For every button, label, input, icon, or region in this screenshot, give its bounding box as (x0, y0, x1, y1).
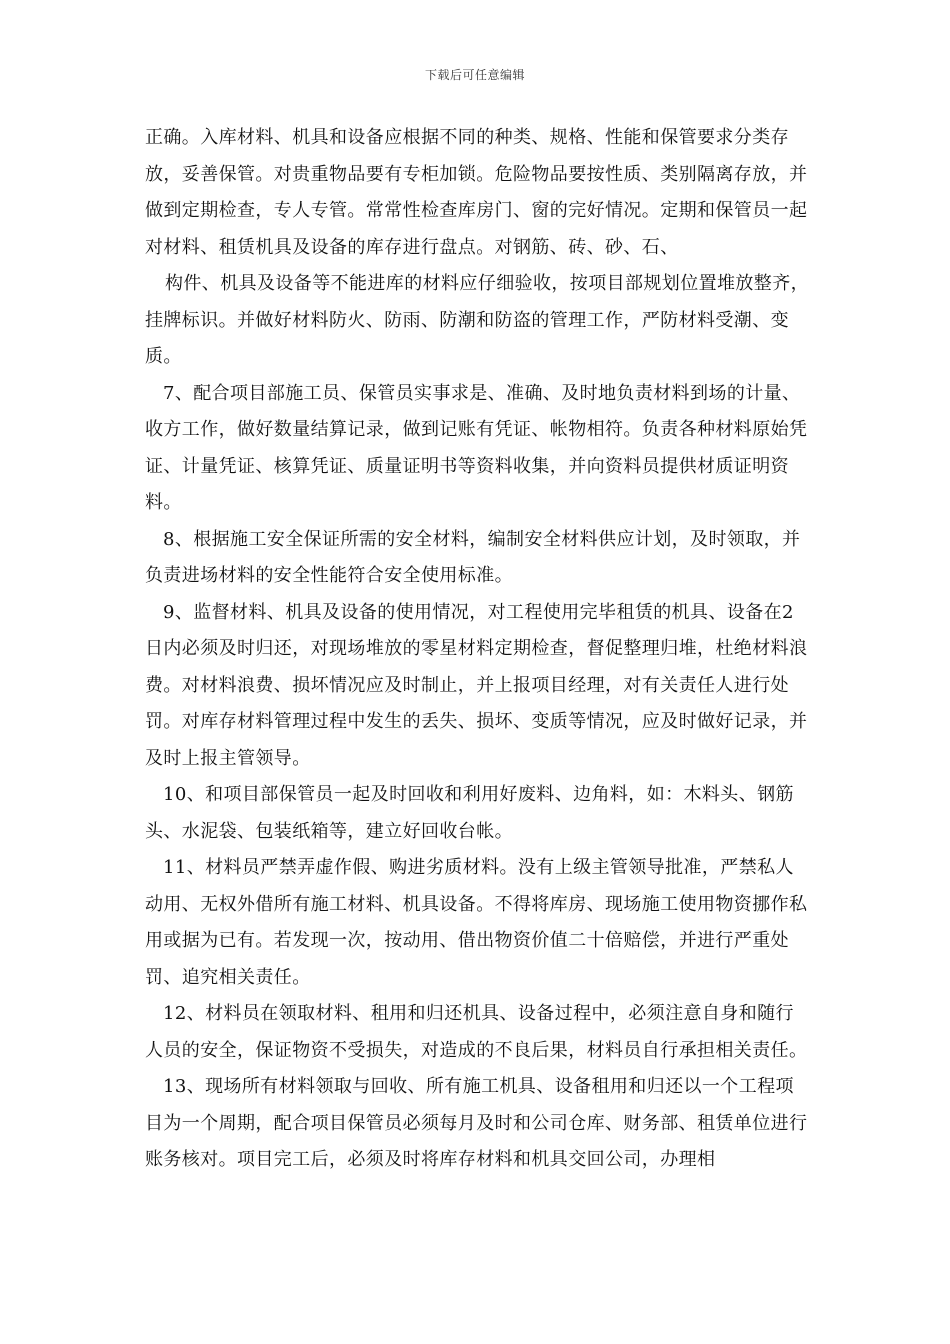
document-body (145, 120, 809, 1179)
page-header: 下载后可任意编辑 (424, 68, 525, 82)
paragraph: 正确。入库材料、机具和设备应根据不同的种类、规格、性能和保管要求分类存放，妥善保管。对贵重物品要有专柜加锁。危险物品要按性质、类别隔离存放，并做到定期检查，专人专管。常常性检查库房门、窗的完好情况。定期和保管员一起对材料、租赁机具及设备的库存进行盘点。对钢筋、砖、砂、石、 (145, 127, 808, 258)
paragraph-item-13: 13、现场所有材料领取与回收、所有施工机具、设备租用和归还以一个工程项目为一个周期，配合项目保管员必须每月及时和公司仓库、财务部、租赁单位进行账务核对。项目完工后，必须及时将库存材料和机具交回公司，办理相 (145, 1076, 808, 1170)
paragraph-item-11: 11、材料员严禁弄虚作假、购进劣质材料。没有上级主管领导批准，严禁私人动用、无权外借所有施工材料、机具设备。不得将库房、现场施工使用物资挪作私用或据为已有。若发现一次，按动用、借出物资价值二十倍赔偿，并进行严重处罚、追究相关责任。 (145, 857, 808, 988)
paragraph-item-12: 12、材料员在领取材料、租用和归还机具、设备过程中，必须注意自身和随行人员的安全，保证物资不受损失，对造成的不良后果，材料员自行承担相关责任。 (145, 1003, 808, 1061)
paragraph-item-9: 9、监督材料、机具及设备的使用情况，对工程使用完毕租赁的机具、设备在2日内必须及时归还，对现场堆放的零星材料定期检查，督促整理归堆，杜绝材料浪费。对材料浪费、损坏情况应及时制止，并上报项目经理，对有关责任人进行处罚。对库存材料管理过程中发生的丢失、损坏、变质等情况，应及时做好记录，并及时上报主管领导。 (145, 601, 808, 769)
paragraph-item-7: 7、配合项目部施工员、保管员实事求是、准确、及时地负责材料到场的计量、收方工作，做好数量结算记录，做到记账有凭证、帐物相符。负责各种材料原始凭证、计量凭证、核算凭证、质量证明书等资料收集，并向资料员提供材质证明资料。 (145, 382, 808, 513)
paragraph-item-10: 10、和项目部保管员一起及时回收和利用好废料、边角料，如：木料头、钢筋头、水泥袋、包装纸箱等，建立好回收台帐。 (145, 784, 794, 842)
paragraph: 构件、机具及设备等不能进库的材料应仔细验收，按项目部规划位置堆放整齐，挂牌标识。并做好材料防火、防雨、防潮和防盗的管理工作，严防材料受潮、变质。 (145, 273, 809, 367)
paragraph-item-8: 8、根据施工安全保证所需的安全材料，编制安全材料供应计划，及时领取，并负责进场材料的安全性能符合安全使用标准。 (145, 528, 801, 586)
